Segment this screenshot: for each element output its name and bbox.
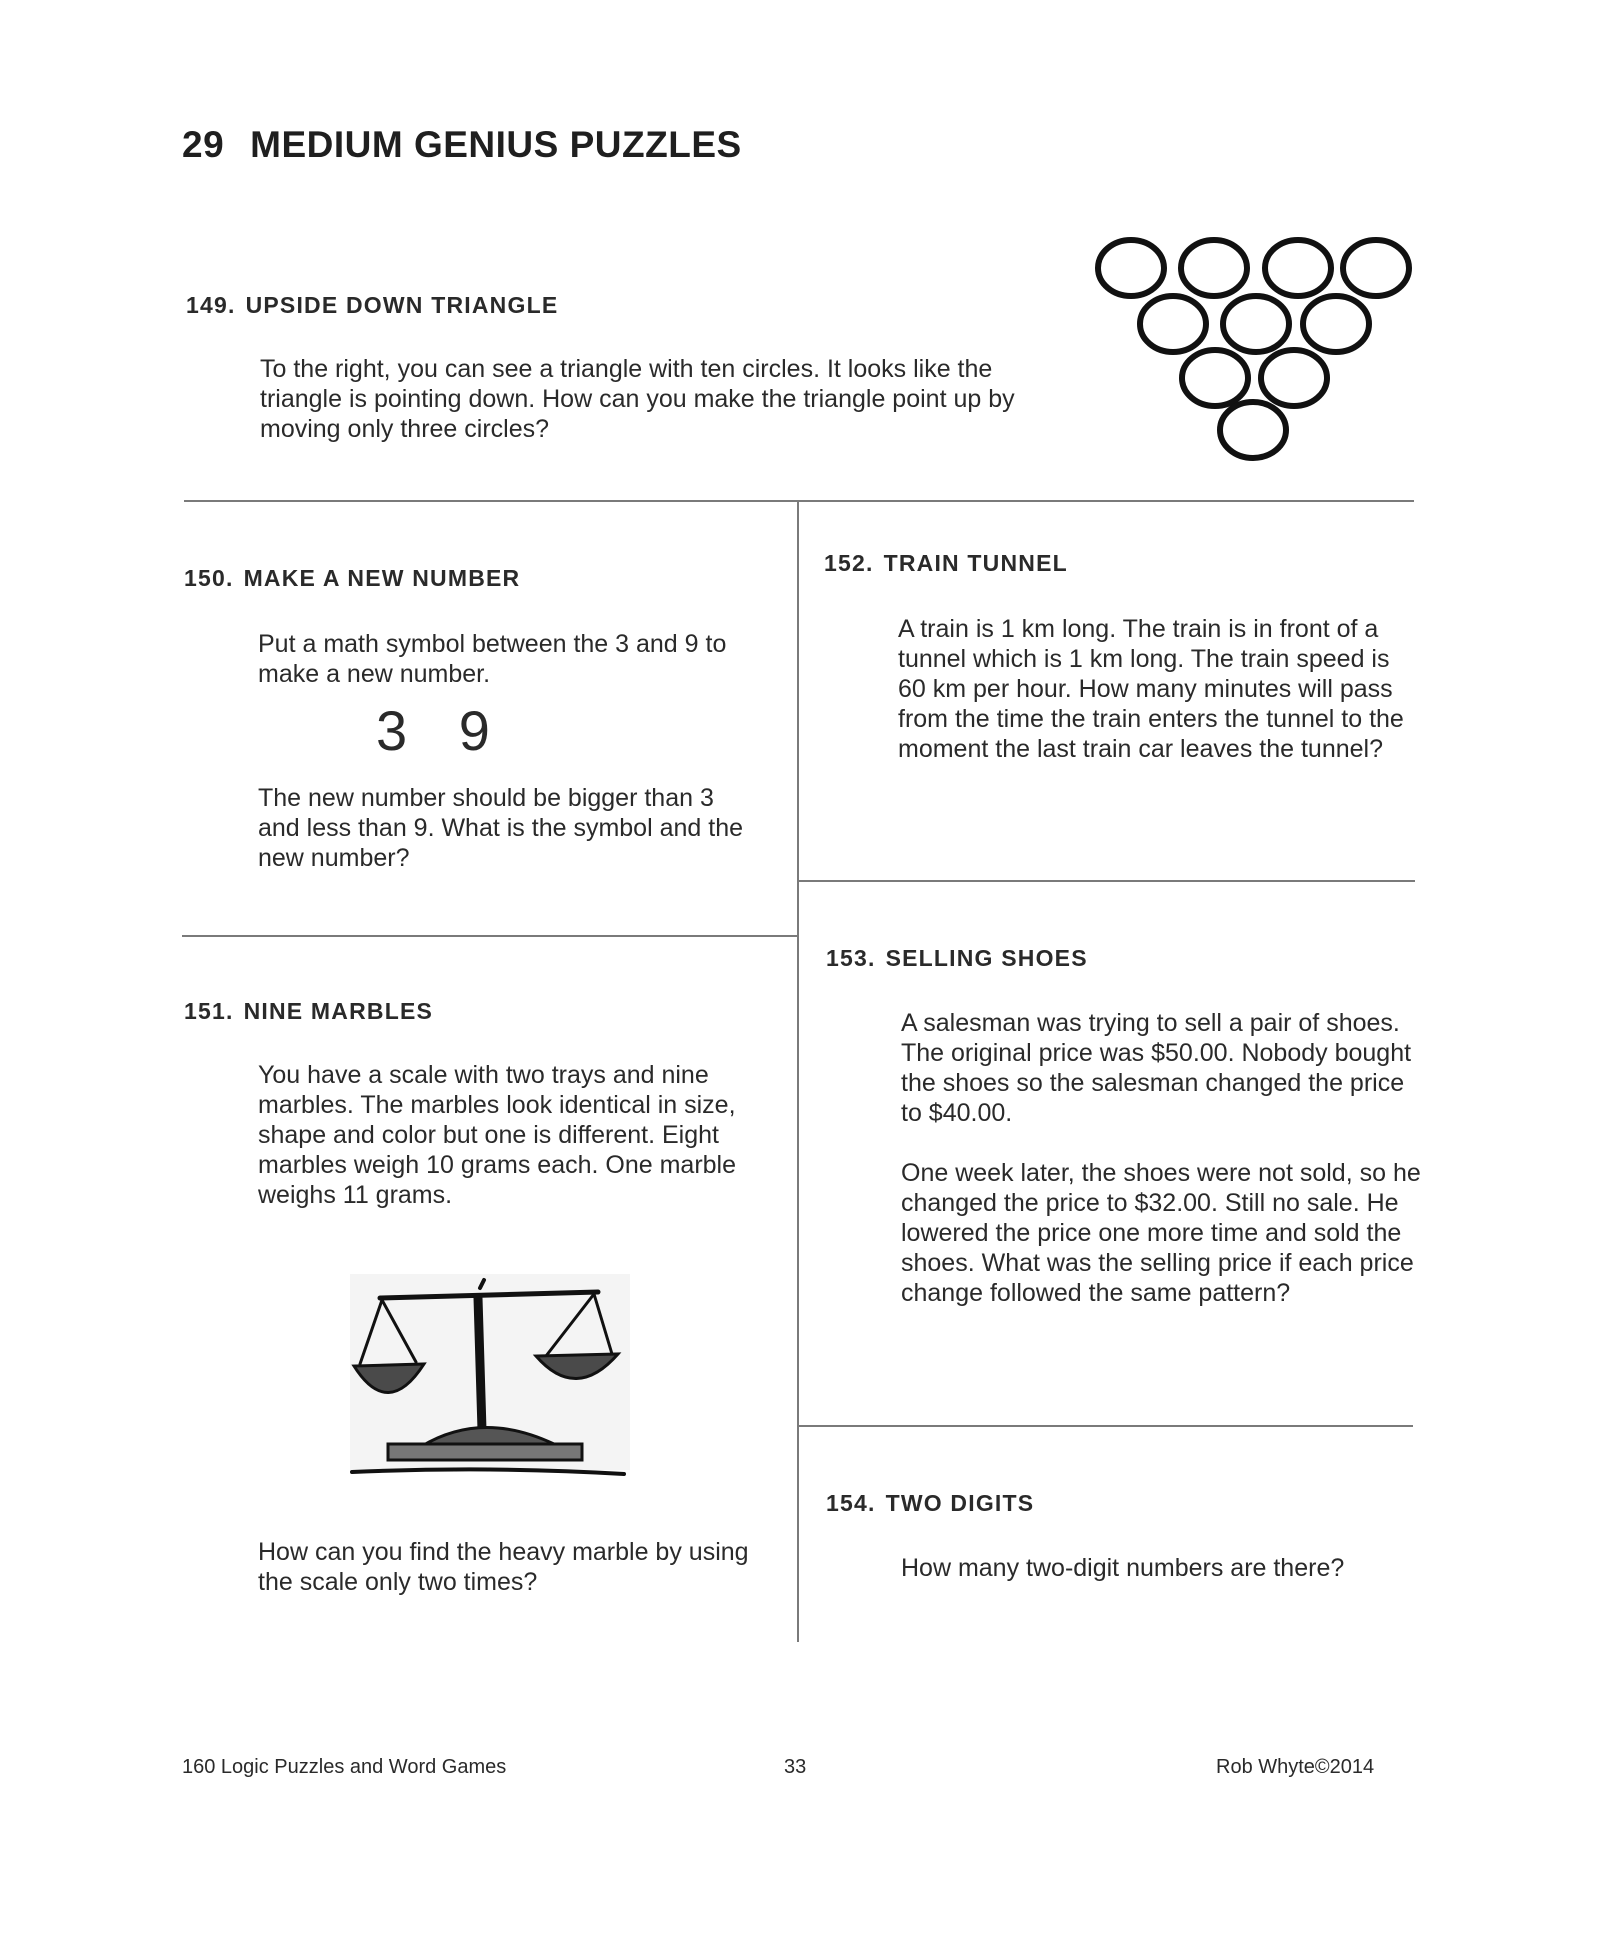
divider-left-mid	[182, 935, 797, 937]
puzzle-152-text	[898, 614, 1418, 764]
puzzle-number: 149.	[186, 292, 236, 318]
puzzle-title: SELLING SHOES	[885, 945, 1088, 971]
digits-3-9: 3 9	[376, 699, 508, 762]
footer-copyright: Rob Whyte©2014	[1216, 1756, 1375, 1778]
puzzle-title: UPSIDE DOWN TRIANGLE	[245, 292, 559, 318]
puzzle-149-heading	[186, 292, 558, 319]
circle	[1220, 402, 1286, 458]
balance-scale-icon	[350, 1270, 630, 1480]
puzzle-149-text	[260, 354, 1050, 444]
puzzle-text: How can you find the heavy marble by using the scale only two times?	[258, 1538, 749, 1596]
puzzle-153-text	[901, 1008, 1426, 1308]
puzzle-number: 153.	[826, 945, 876, 971]
puzzle-number: 154.	[826, 1490, 876, 1516]
puzzle-number: 152.	[824, 550, 874, 576]
puzzle-text: How many two-digit numbers are there?	[901, 1554, 1345, 1582]
chapter-number: 29	[182, 124, 225, 165]
puzzle-title: NINE MARBLES	[243, 998, 434, 1024]
circle	[1261, 350, 1327, 406]
puzzle-title: TWO DIGITS	[885, 1490, 1035, 1516]
puzzle-title: TRAIN TUNNEL	[883, 550, 1068, 576]
puzzle-text: To the right, you can see a triangle with ten circles. It looks like the triangle is pointing down. How can you make the triangle point up by moving only three circles?	[260, 355, 1015, 443]
puzzle-150-text-after	[258, 783, 758, 873]
circle	[1140, 296, 1206, 352]
chapter-title: MEDIUM GENIUS PUZZLES	[250, 124, 742, 165]
puzzle-text: The new number should be bigger than 3 and less than 9. What is the symbol and the new number?	[258, 784, 743, 872]
puzzle-text: You have a scale with two trays and nine marbles. The marbles look identical in size, shape and color but one is different. Eight marbles weigh 10 grams each. One marble weighs 11 grams.	[258, 1061, 737, 1209]
footer-page-number: 33	[784, 1756, 807, 1778]
circle	[1098, 240, 1164, 296]
circle	[1265, 240, 1331, 296]
ten-circle-triangle-figure	[1080, 232, 1420, 472]
puzzle-text: Put a math symbol between the 3 and 9 to make a new number.	[258, 630, 727, 688]
puzzle-number: 150.	[184, 565, 234, 591]
puzzle-154-text	[901, 1553, 1371, 1583]
puzzle-153-heading	[826, 945, 1088, 972]
circle	[1182, 350, 1248, 406]
puzzle-title: MAKE A NEW NUMBER	[243, 565, 521, 591]
puzzle-150-heading	[184, 565, 520, 592]
puzzle-150-text-before	[258, 629, 778, 689]
puzzle-text-p1: A salesman was trying to sell a pair of shoes. The original price was $50.00. Nobody bought the shoes so the salesman changed the price to $40.00.	[901, 1009, 1412, 1127]
puzzle-151-text-before	[258, 1060, 763, 1210]
puzzle-152-heading	[824, 550, 1068, 577]
puzzle-151-text-after	[258, 1537, 778, 1597]
puzzle-text: A train is 1 km long. The train is in front of a tunnel which is 1 km long. The train speed is 60 km per hour. How many minutes will pass from the time the train enters the tunnel to the moment the last train car leaves the tunnel?	[898, 615, 1404, 763]
circle	[1223, 296, 1289, 352]
puzzle-154-heading	[826, 1490, 1034, 1517]
divider-vertical	[797, 502, 799, 1642]
divider-right-2	[799, 1425, 1413, 1427]
divider-top	[184, 500, 1414, 502]
divider-right-1	[799, 880, 1415, 882]
footer-book-title: 160 Logic Puzzles and Word Games	[182, 1756, 507, 1778]
page-title	[182, 124, 742, 166]
puzzle-151-heading	[184, 998, 433, 1025]
circle	[1181, 240, 1247, 296]
puzzle-text-p2: One week later, the shoes were not sold, so he changed the price to $32.00. Still no sale. He lowered the price one more time and sold the shoes. What was the selling price if each price change followed the same pattern?	[901, 1159, 1421, 1307]
circle	[1303, 296, 1369, 352]
puzzle-number: 151.	[184, 998, 234, 1024]
circle	[1343, 240, 1409, 296]
